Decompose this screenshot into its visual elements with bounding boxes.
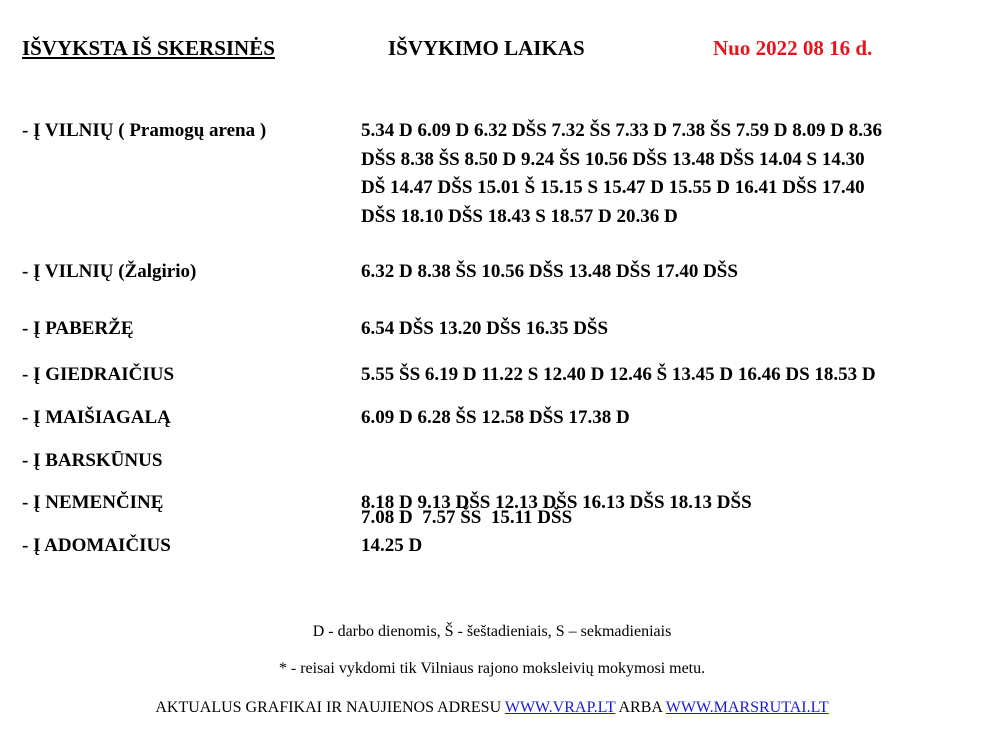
times-line: 14.25 D: [361, 535, 423, 556]
vrap-link[interactable]: WWW.VRAP.LT: [504, 699, 616, 716]
departure-time-heading: IŠVYKIMO LAIKAS: [388, 36, 585, 60]
route-times: [361, 489, 752, 518]
route-destination: - Į MAIŠIAGALĄ: [22, 407, 171, 428]
marsrutai-link[interactable]: WWW.MARSRUTAI.LT: [665, 699, 829, 716]
times-line: DŠ 14.47 DŠS 15.01 Š 15.15 S 15.47 D 15.55 D 16.41 DŠS 17.40: [361, 177, 865, 198]
school-note: * - reisai vykdomi tik Vilniaus rajono moksleivių mokymosi metu.: [278, 660, 706, 677]
times-line: 7.08 D 7.57 ŠS 15.11 DŠS: [361, 507, 573, 528]
times-line: 6.32 D 8.38 ŠS 10.56 DŠS 13.48 DŠS 17.40 DŠS: [361, 261, 738, 282]
route-destination: - Į ADOMAIČIUS: [22, 535, 171, 556]
route-destination: - Į BARSKŪNUS: [22, 450, 163, 471]
times-line: DŠS 18.10 DŠS 18.43 S 18.57 D 20.36 D: [361, 205, 678, 227]
route-destination: - Į VILNIŲ (Žalgirio): [22, 261, 197, 282]
route-destination: - Į NEMENČINĘ: [22, 492, 164, 513]
route-times: [361, 117, 882, 231]
route-destination: - Į PABERŽĘ: [22, 318, 134, 339]
times-line: 6.09 D 6.28 ŠS 12.58 DŠS 17.38 D: [361, 407, 630, 428]
times-line: 5.34 D 6.09 D 6.32 DŠS 7.32 ŠS 7.33 D 7.38 ŠS 7.59 D 8.09 D 8.36: [361, 120, 882, 141]
links-prefix: AKTUALUS GRAFIKAI IR NAUJIENOS ADRESU: [155, 699, 502, 716]
route-destination: - Į VILNIŲ ( Pramogų arena ): [22, 120, 267, 141]
times-line: 6.54 DŠS 13.20 DŠS 16.35 DŠS: [361, 318, 609, 339]
times-line: DŠS 8.38 ŠS 8.50 D 9.24 ŠS 10.56 DŠS 13.48 DŠS 14.04 S 14.30: [361, 148, 865, 170]
links-line: [0, 698, 984, 718]
route-times: [361, 404, 630, 433]
route-times: [361, 361, 876, 390]
route-times: [361, 447, 572, 590]
links-middle: ARBA: [618, 699, 663, 716]
route-times: [361, 315, 608, 344]
valid-from-date: Nuo 2022 08 16 d.: [713, 36, 873, 60]
route-times: [361, 258, 738, 287]
route-times: [361, 532, 422, 561]
departs-from-heading: IŠVYKSTA IŠ SKERSINĖS: [22, 36, 275, 60]
times-line: 8.18 D 9.13 DŠS 12.13 DŠS 16.13 DŠS 18.13 DŠS: [361, 492, 752, 513]
times-line: 5.55 ŠS 6.19 D 11.22 S 12.40 D 12.46 Š 13.45 D 16.46 DS 18.53 D: [361, 364, 876, 385]
route-destination: - Į GIEDRAIČIUS: [22, 364, 175, 385]
day-legend: D - darbo dienomis, Š - šeštadieniais, S – sekmadieniais: [312, 623, 672, 640]
